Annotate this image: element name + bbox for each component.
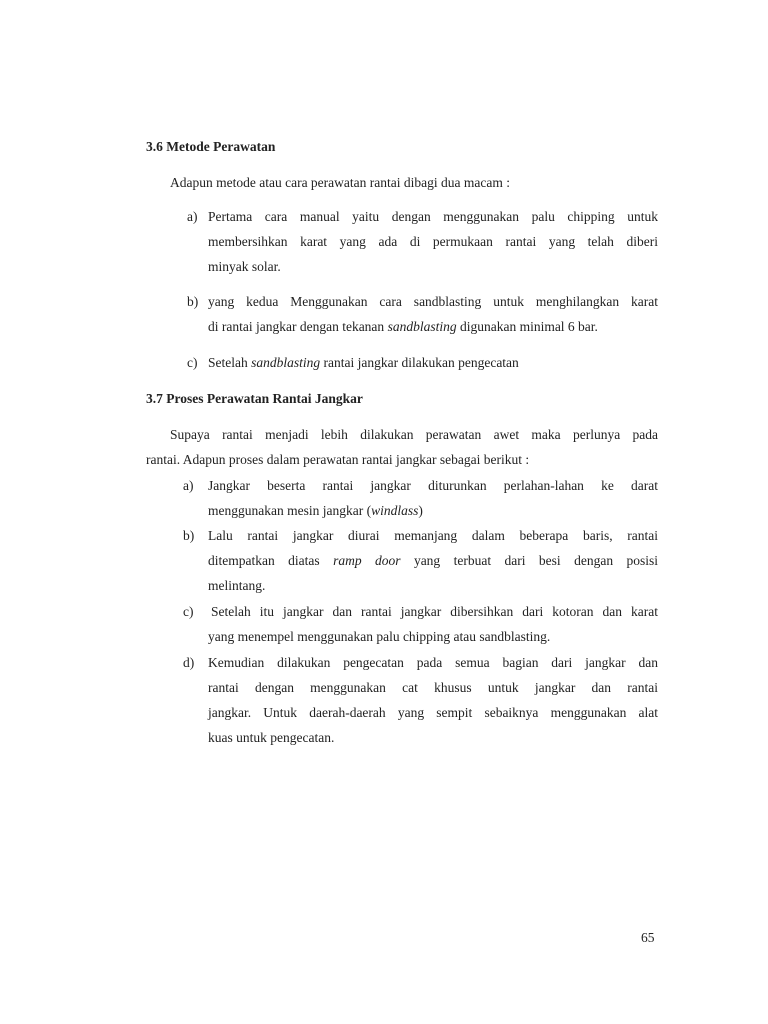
list-item-label: c) (187, 355, 198, 370)
list-item-line: Pertama cara manual yaitu dengan menggunakan palu chipping untuk (208, 209, 658, 224)
list-item-line: menggunakan mesin jangkar (windlass) (208, 503, 423, 518)
list-item-label: d) (183, 655, 195, 670)
section-3-7-intro-line: Supaya rantai menjadi lebih dilakukan perawatan awet maka perlunya pada (170, 427, 658, 442)
list-item-line: rantai dengan menggunakan cat khusus untuk jangkar dan rantai (208, 680, 658, 695)
list-item-line: kuas untuk pengecatan. (208, 730, 335, 745)
list-item-line: Kemudian dilakukan pengecatan pada semua bagian dari jangkar dan (208, 655, 658, 670)
list-item-line: Setelah sandblasting rantai jangkar dilakukan pengecatan (208, 355, 519, 370)
italic-term: ramp door (333, 553, 401, 568)
list-item-label: b) (183, 528, 195, 543)
list-item-label: a) (187, 209, 198, 224)
list-item-line: melintang. (208, 578, 266, 593)
list-item-line: yang menempel menggunakan palu chipping atau sandblasting. (208, 629, 551, 644)
italic-term: windlass (371, 503, 419, 518)
section-heading-3-6: 3.6 Metode Perawatan (146, 139, 276, 154)
list-item-line: membersihkan karat yang ada di permukaan rantai yang telah diberi (208, 234, 658, 249)
list-item-line: yang kedua Menggunakan cara sandblasting untuk menghilangkan karat (208, 294, 658, 309)
italic-term: sandblasting (251, 355, 321, 370)
list-item-line: jangkar. Untuk daerah-daerah yang sempit sebaiknya menggunakan alat (208, 705, 658, 720)
list-item-line: Lalu rantai jangkar diurai memanjang dalam beberapa baris, rantai (208, 528, 658, 543)
page-number: 65 (641, 930, 655, 945)
list-item-line: minyak solar. (208, 259, 281, 274)
section-3-6-intro: Adapun metode atau cara perawatan rantai dibagi dua macam : (170, 175, 510, 190)
list-item-line: Setelah itu jangkar dan rantai jangkar dibersihkan dari kotoran dan karat (211, 604, 658, 619)
list-item-label: a) (183, 478, 194, 493)
list-item-line: di rantai jangkar dengan tekanan sandblasting digunakan minimal 6 bar. (208, 319, 598, 334)
list-item-line: ditempatkan diatas ramp door yang terbuat dari besi dengan posisi (208, 553, 659, 568)
section-heading-3-7: 3.7 Proses Perawatan Rantai Jangkar (146, 391, 363, 406)
list-item-label: b) (187, 294, 199, 309)
list-item-label: c) (183, 604, 194, 619)
italic-term: sandblasting (387, 319, 457, 334)
list-item-line: Jangkar beserta rantai jangkar diturunkan perlahan-lahan ke darat (208, 478, 658, 493)
section-3-7-intro-line: rantai. Adapun proses dalam perawatan rantai jangkar sebagai berikut : (146, 452, 530, 467)
